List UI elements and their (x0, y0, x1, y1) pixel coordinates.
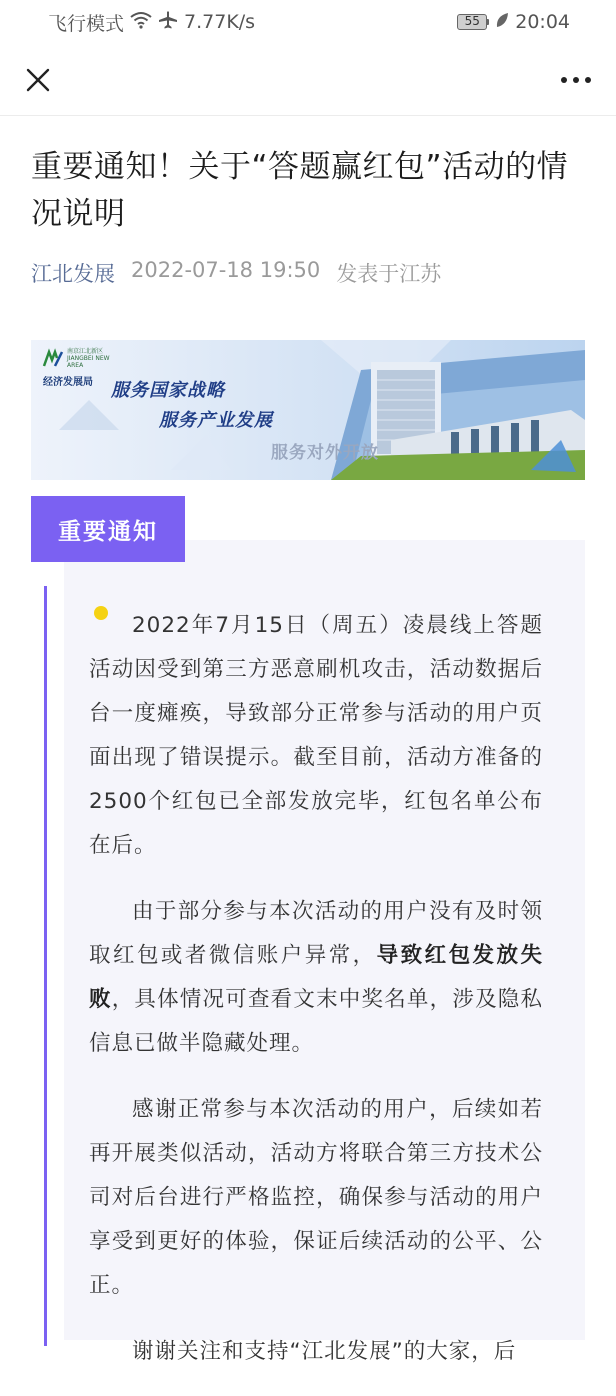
leaf-icon (495, 11, 509, 33)
status-right (457, 0, 570, 44)
status-left (48, 9, 255, 36)
bureau-logo: 南京江北新区 JIANGBEI NEW AREA 经济发展局 (43, 348, 110, 388)
wifi-icon (130, 11, 152, 34)
notice-body (89, 604, 543, 1396)
status-bar (0, 0, 616, 44)
notice-tag: 重要通知 (31, 496, 185, 562)
banner-slogan-1: 服务国家战略 (111, 380, 225, 401)
close-icon[interactable] (18, 60, 58, 100)
airplane-icon (158, 10, 178, 35)
battery-icon (457, 14, 489, 30)
paragraph-3: 感谢正常参与本次活动的用户，后续如若再开展类似活动，活动方将联合第三方技术公司对后台进行严格监控，确保参与活动的用户享受到更好的体验，保证后续活动的公平、公正。 (89, 1097, 543, 1298)
paragraph-1: 2022年7月15日（周五）凌晨线上答题活动因受到第三方恶意刷机攻击，活动数据后台一度瘫痪，导致部分正常参与活动的用户页面出现了错误提示。截至目前，活动方准备的2500个红包已全部发放完毕，红包名单公布在后。 (89, 613, 543, 858)
publish-date: 2022-07-18 19:50 (131, 258, 321, 282)
nav-bar (0, 44, 616, 116)
notice-divider (44, 586, 47, 1346)
article-meta (31, 258, 441, 288)
banner-slogan-3: 服务对外开放 (271, 443, 379, 463)
highlight-text: 导致红包发放失败 (89, 943, 543, 1012)
network-speed: 7.77K/s (184, 11, 256, 33)
banner-slogan-2: 服务产业发展 (159, 410, 273, 431)
airplane-mode-label: 飞行模式 (48, 12, 125, 35)
paragraph-4: 谢谢关注和支持“江北发展”的大家，后 (132, 1339, 517, 1364)
publish-location: 发表于江苏 (336, 262, 442, 286)
clock: 20:04 (515, 11, 570, 33)
article-title: 重要通知！关于“答题赢红包”活动的情况说明 (31, 149, 569, 232)
account-link[interactable]: 江北发展 (31, 262, 115, 286)
battery-level: 55 (457, 14, 487, 30)
more-icon[interactable] (556, 60, 596, 100)
paragraph-2: 由于部分参与本次活动的用户没有及时领取红包或者微信账户异常，导致红包发放失败，具体情况可查看文末中奖名单，涉及隐私信息已做半隐藏处理。 (89, 899, 543, 1056)
banner-image (31, 340, 585, 480)
